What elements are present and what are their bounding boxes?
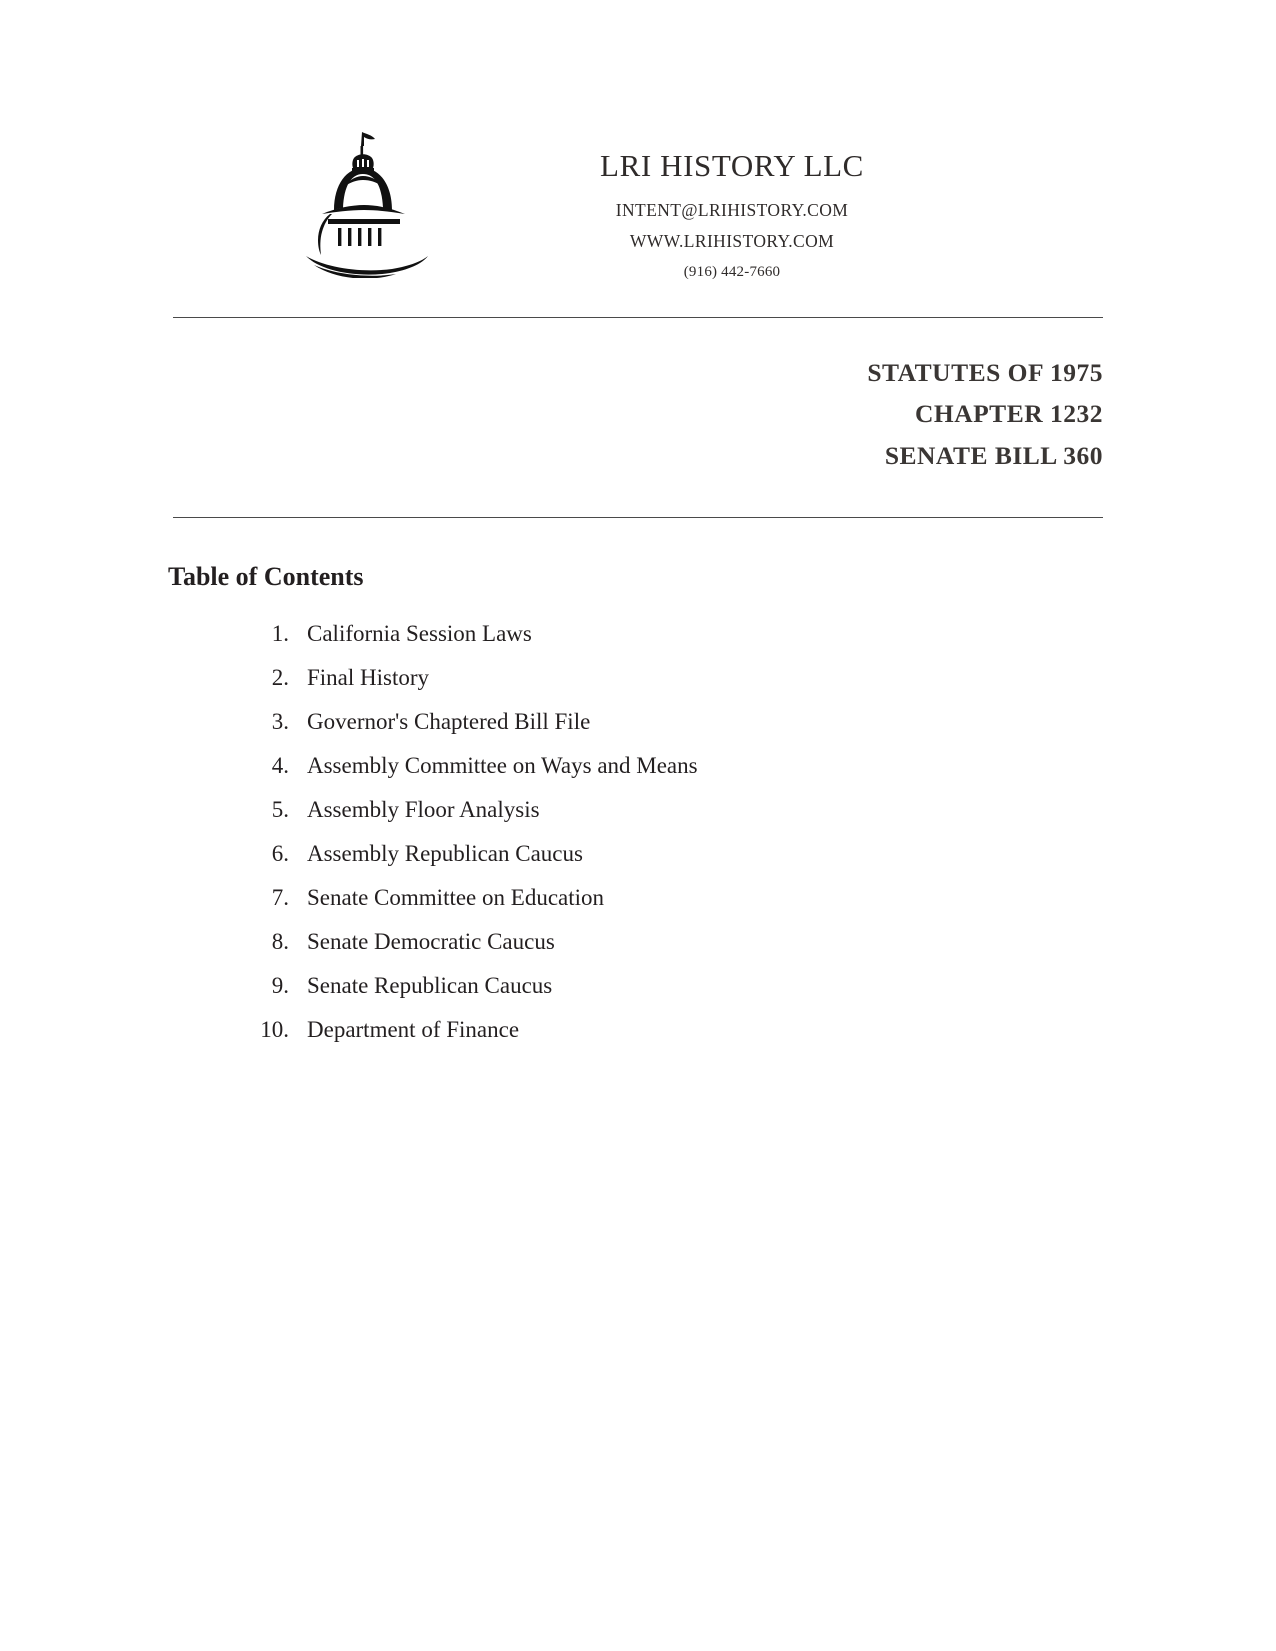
list-item[interactable]: California Session Laws <box>307 620 532 646</box>
organization-website: WWW.LRIHISTORY.COM <box>629 231 835 251</box>
organization-block <box>472 118 992 281</box>
chapter-line: CHAPTER 1232 <box>914 399 1103 429</box>
toc-heading: Table of Contents <box>168 561 364 591</box>
list-item[interactable]: Senate Democratic Caucus <box>307 928 555 954</box>
statutes-line: STATUTES OF 1975 <box>867 358 1103 387</box>
bill-line: SENATE BILL 360 <box>884 440 1103 470</box>
letterhead <box>0 0 1276 281</box>
list-item[interactable]: Assembly Committee on Ways and Means <box>307 752 698 778</box>
list-item[interactable]: Senate Republican Caucus <box>307 972 553 998</box>
list-item[interactable]: Senate Committee on Education <box>307 884 605 910</box>
capitol-dome-icon <box>284 118 444 278</box>
list-item[interactable]: Assembly Republican Caucus <box>307 840 583 866</box>
list-item[interactable]: Final History <box>307 664 430 690</box>
list-item[interactable]: Department of Finance <box>307 1016 520 1042</box>
organization-email: INTENT@LRIHISTORY.COM <box>615 200 849 220</box>
organization-name: LRI HISTORY LLC <box>600 148 864 183</box>
table-of-contents <box>168 518 1103 1042</box>
list-item[interactable]: Governor's Chaptered Bill File <box>307 708 591 734</box>
toc-list <box>173 622 1103 1041</box>
list-item[interactable]: Assembly Floor Analysis <box>307 796 540 822</box>
organization-phone: (916) 442-7660 <box>683 264 781 280</box>
title-block <box>173 318 1103 476</box>
